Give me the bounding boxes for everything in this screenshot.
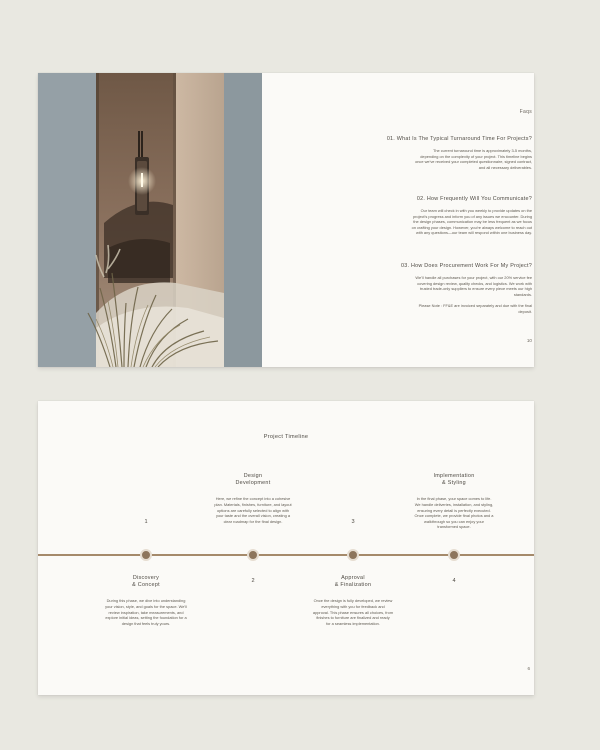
phase-heading: Discovery & Concept (132, 575, 160, 589)
page-number: 10 (526, 338, 532, 343)
interior-photo (38, 73, 262, 367)
phase-heading: Implementation & Styling (433, 473, 475, 487)
faq-header: Faqs (519, 109, 532, 115)
timeline-dot (448, 549, 460, 561)
phase-description: Here, we refine the concept into a cohesive plan. Materials, finishes, furniture, and layout options are carefully selected to align with your taste and the overall vision, creating a clear roadmap for the final design. (214, 496, 292, 524)
faq-answer: Our team will check in with you weekly to provide updates on the project's progress and inform you of any issues we encounter. During the design phases, communication may be less frequent as we focus on crafting your design. However, you're always welcome to reach out with any questions—our team will respond within one business day. (411, 208, 532, 236)
phase-description: During this phase, we dive into understanding your vision, style, and goals for the space. We'll review inspiration, take measurements, and explore initial ideas, setting the foundation for a design that feels truly yours. (105, 598, 187, 626)
phase-number: 2 (251, 578, 255, 584)
phase-number: 4 (452, 578, 456, 584)
phase-discovery-concept (66, 575, 226, 626)
faq-item (282, 136, 532, 170)
timeline-dot (347, 549, 359, 561)
phase-description: Once the design is fully developed, we review everything with you for feedback and approval. This phase ensures all choices, from finishes to furniture are finalized and ready for a seamless implementation. (312, 598, 394, 626)
faq-question: 01. What Is The Typical Turnaround Time For Projects? (386, 136, 532, 142)
phase-heading: Design Development (235, 473, 271, 487)
page-number: 6 (527, 666, 530, 671)
phase-number: 1 (144, 519, 148, 525)
timeline-dot (247, 549, 259, 561)
timeline-dot (140, 549, 152, 561)
timeline-page (38, 401, 534, 695)
faq-note: Please Note : FF&E are invoiced separately and due with the final deposit. (418, 303, 532, 314)
faq-answer: We'll handle all purchases for your project, with our 20% service fee covering design review, quality checks, and logistics. We work with trusted trade-only suppliers to ensure every piece meets our high standards. (415, 275, 532, 297)
timeline-title: Project Timeline (263, 434, 309, 440)
phase-description: In the final phase, your space comes to life. We handle deliveries, installation, and styling, ensuring every detail is perfectly executed. Once complete, we provide final photos and a walkthrough so you can enjoy your transformed space. (414, 496, 494, 530)
faq-item (282, 263, 532, 315)
faq-question: 02. How Frequently Will You Communicate? (416, 196, 532, 202)
phase-heading: Approval & Finalization (334, 575, 372, 589)
phase-approval-finalization (273, 575, 433, 626)
phase-number: 3 (351, 519, 355, 525)
faq-answer: The current turnaround time is approximately 3-5 months, depending on the complexity of your project. This timeline begins once we've received your completed questionnaire, signed contract, and all necessary deliverables. (415, 148, 532, 170)
faq-question: 03. How Does Procurement Work For My Project? (401, 263, 532, 269)
faq-page (38, 73, 534, 367)
phase-implementation-styling (374, 473, 534, 530)
faq-item (282, 196, 532, 236)
phase-design-development (173, 473, 333, 524)
